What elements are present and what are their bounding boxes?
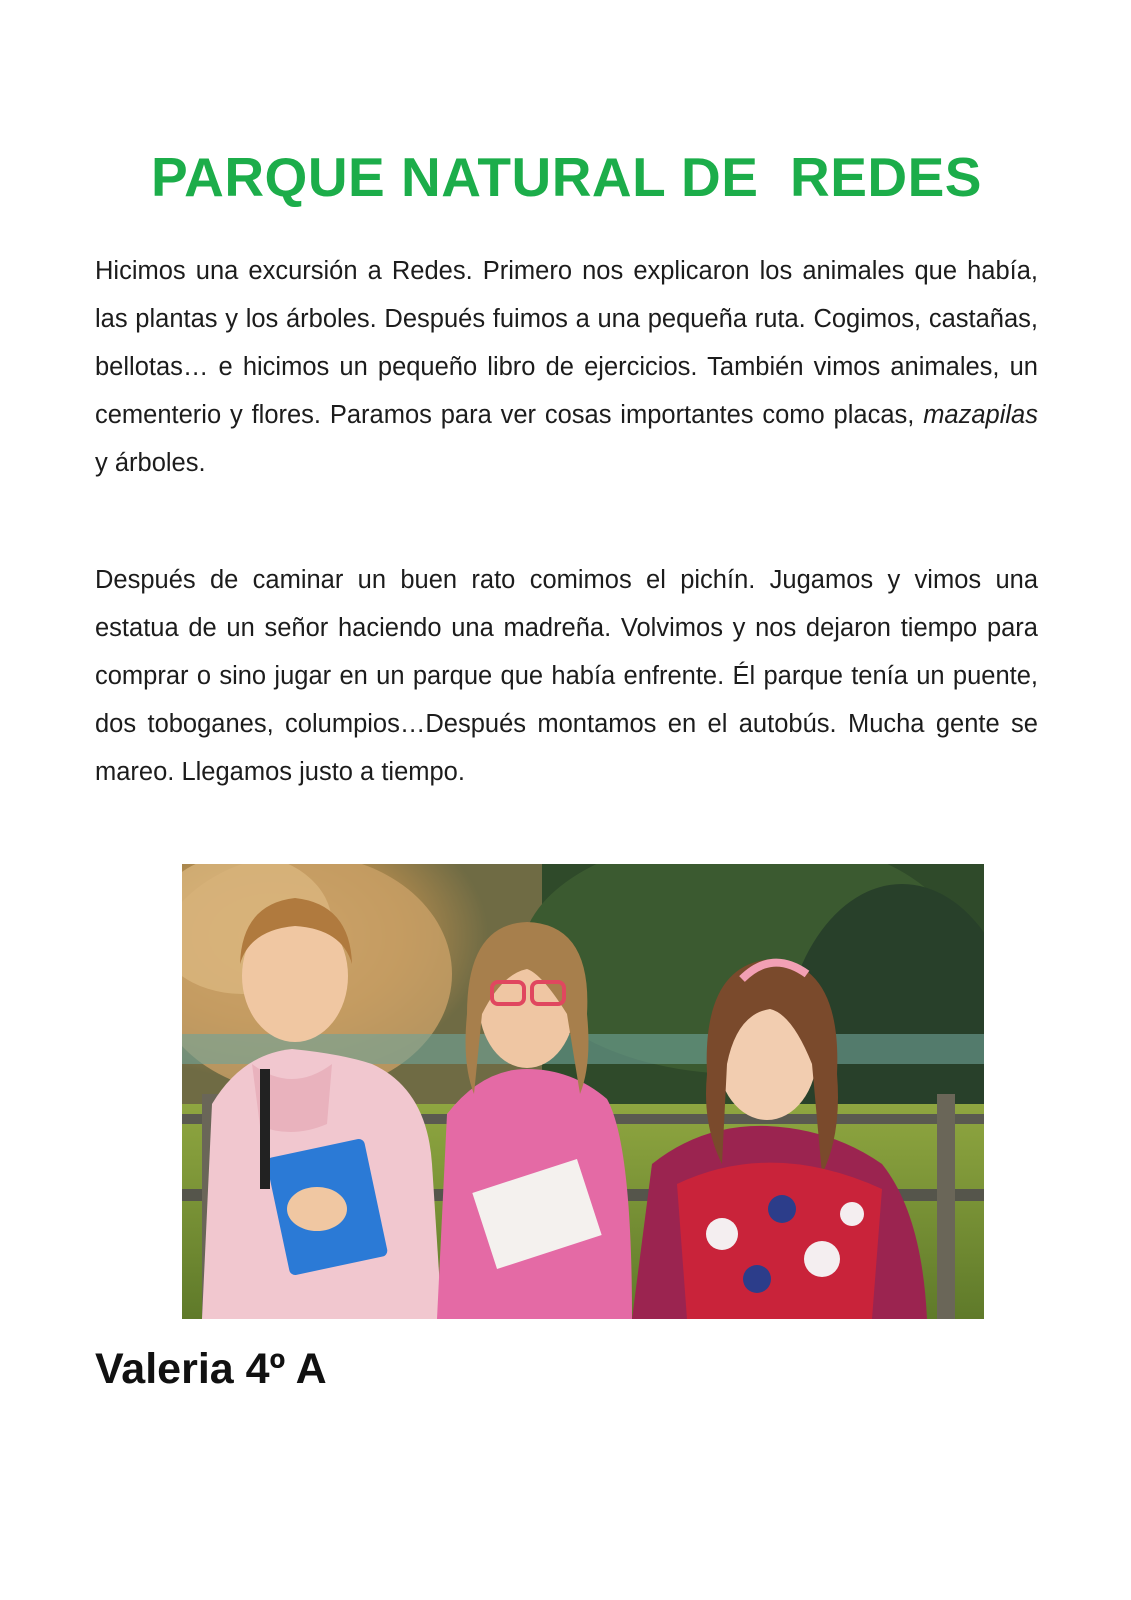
author-signature: Valeria 4º A <box>95 1345 327 1393</box>
paragraph-1-text: Hicimos una excursión a Redes. Primero nos explicaron los animales que había, las plantas y los árboles. Después fuimos a una pequeña ruta. Cogimos, castañas, bellotas… e hicimos un pequeño libro de ejercicios. También vimos animales, un cementerio y flores. Paramos para ver cosas importantes como placas, <box>95 257 1038 429</box>
paragraph-1-italic: mazapilas <box>923 401 1038 429</box>
paragraph-1-end: y árboles. <box>95 449 206 477</box>
page-title: PARQUE NATURAL DE REDES <box>151 146 982 208</box>
group-photo <box>182 864 984 1319</box>
paragraph-1 <box>95 247 1038 487</box>
paragraph-2: Después de caminar un buen rato comimos el pichín. Jugamos y vimos una estatua de un señor haciendo una madreña. Volvimos y nos dejaron tiempo para comprar o sino jugar en un parque que había enfrente. Él parque tenía un puente, dos toboganes, columpios…Después montamos en el autobús. Mucha gente se mareo. Llegamos justo a tiempo. <box>95 566 1038 786</box>
